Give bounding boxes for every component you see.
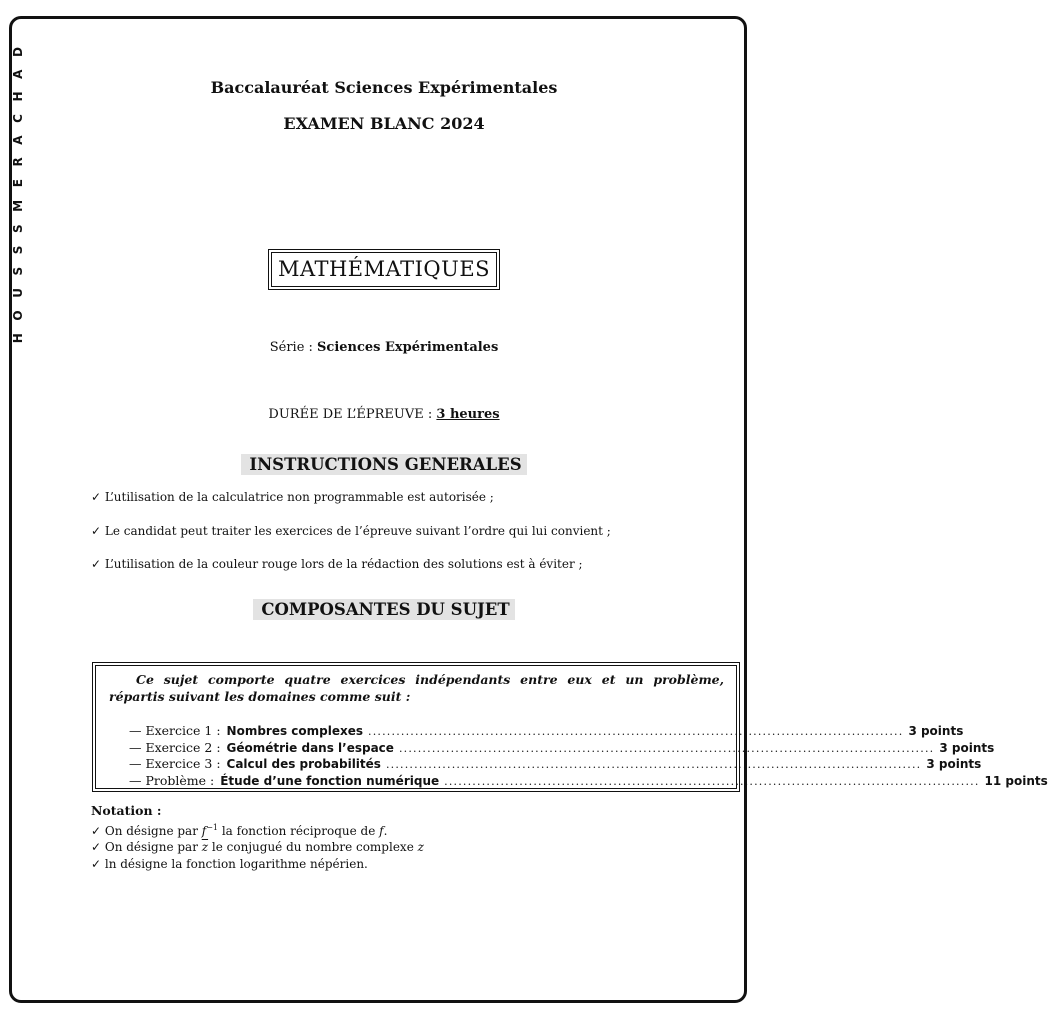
exercise-list bbox=[109, 723, 1048, 789]
instruction-item: ✓ L’utilisation de la couleur rouge lors de la rédaction des solutions est à éviter ; bbox=[91, 557, 583, 571]
problem-row: — Problème : Étude d’une fonction numérique .................................................................................................................. 11 points bbox=[129, 772, 1048, 788]
exercise-row: — Exercice 2 : Géométrie dans l’espace .................................................................................................................. 3 points bbox=[129, 739, 995, 755]
instruction-item: ✓ Le candidat peut traiter les exercices de l’épreuve suivant l’ordre qui lui convient ; bbox=[91, 524, 611, 538]
notation-line-inverse: ✓ On désigne par $f^{-1}$ la fonction réciproque de f. bbox=[91, 822, 388, 838]
dot-leader: .................................................................................................................. bbox=[444, 774, 980, 788]
dot-leader: .................................................................................................................. bbox=[368, 725, 904, 738]
duree-label: DURÉE DE L’ÉPREUVE : bbox=[268, 407, 437, 422]
exam-header-line1: Baccalauréat Sciences Expérimentales bbox=[210, 78, 558, 97]
composantes-intro: Ce sujet comporte quatre exercices indépendants entre eux et un problème, répartis suivant les domaines comme suit : bbox=[109, 672, 724, 704]
composantes-heading: COMPOSANTES DU SUJET bbox=[0, 600, 768, 619]
composantes-box bbox=[92, 662, 1048, 792]
notation-title: Notation : bbox=[91, 803, 162, 818]
exercise-row: — Exercice 3 : Calcul des probabilités .................................................................................................................. 3 points bbox=[129, 756, 982, 771]
author-vertical-label: H O U S S S M E R A C H A D bbox=[11, 42, 25, 344]
serie-label: Série : bbox=[269, 340, 318, 355]
instruction-item: ✓ L’utilisation de la calculatrice non programmable est autorisée ; bbox=[91, 490, 494, 504]
serie-line bbox=[0, 340, 768, 355]
exercise-row: — Exercice 1 : Nombres complexes .................................................................................................................. 3 points bbox=[129, 723, 964, 738]
notation-section bbox=[91, 803, 424, 872]
instructions-heading: INSTRUCTIONS GENERALES bbox=[0, 455, 768, 474]
notation-line-ln: ✓ ln désigne la fonction logarithme népérien. bbox=[91, 856, 368, 871]
exam-header-line2: EXAMEN BLANC 2024 bbox=[283, 114, 485, 133]
dot-leader: .................................................................................................................. bbox=[398, 741, 935, 755]
dot-leader: .................................................................................................................. bbox=[385, 758, 922, 771]
serie-value: Sciences Expérimentales bbox=[317, 340, 499, 355]
subject-title: MATHÉMATIQUES bbox=[271, 252, 497, 287]
duree-line bbox=[0, 407, 768, 422]
notation-line-conjugate: ✓ On désigne par $\overline{z}$ le conjugué du nombre complexe z bbox=[91, 840, 424, 854]
duree-value: 3 heures bbox=[436, 407, 500, 422]
subject-title-box bbox=[0, 249, 768, 290]
